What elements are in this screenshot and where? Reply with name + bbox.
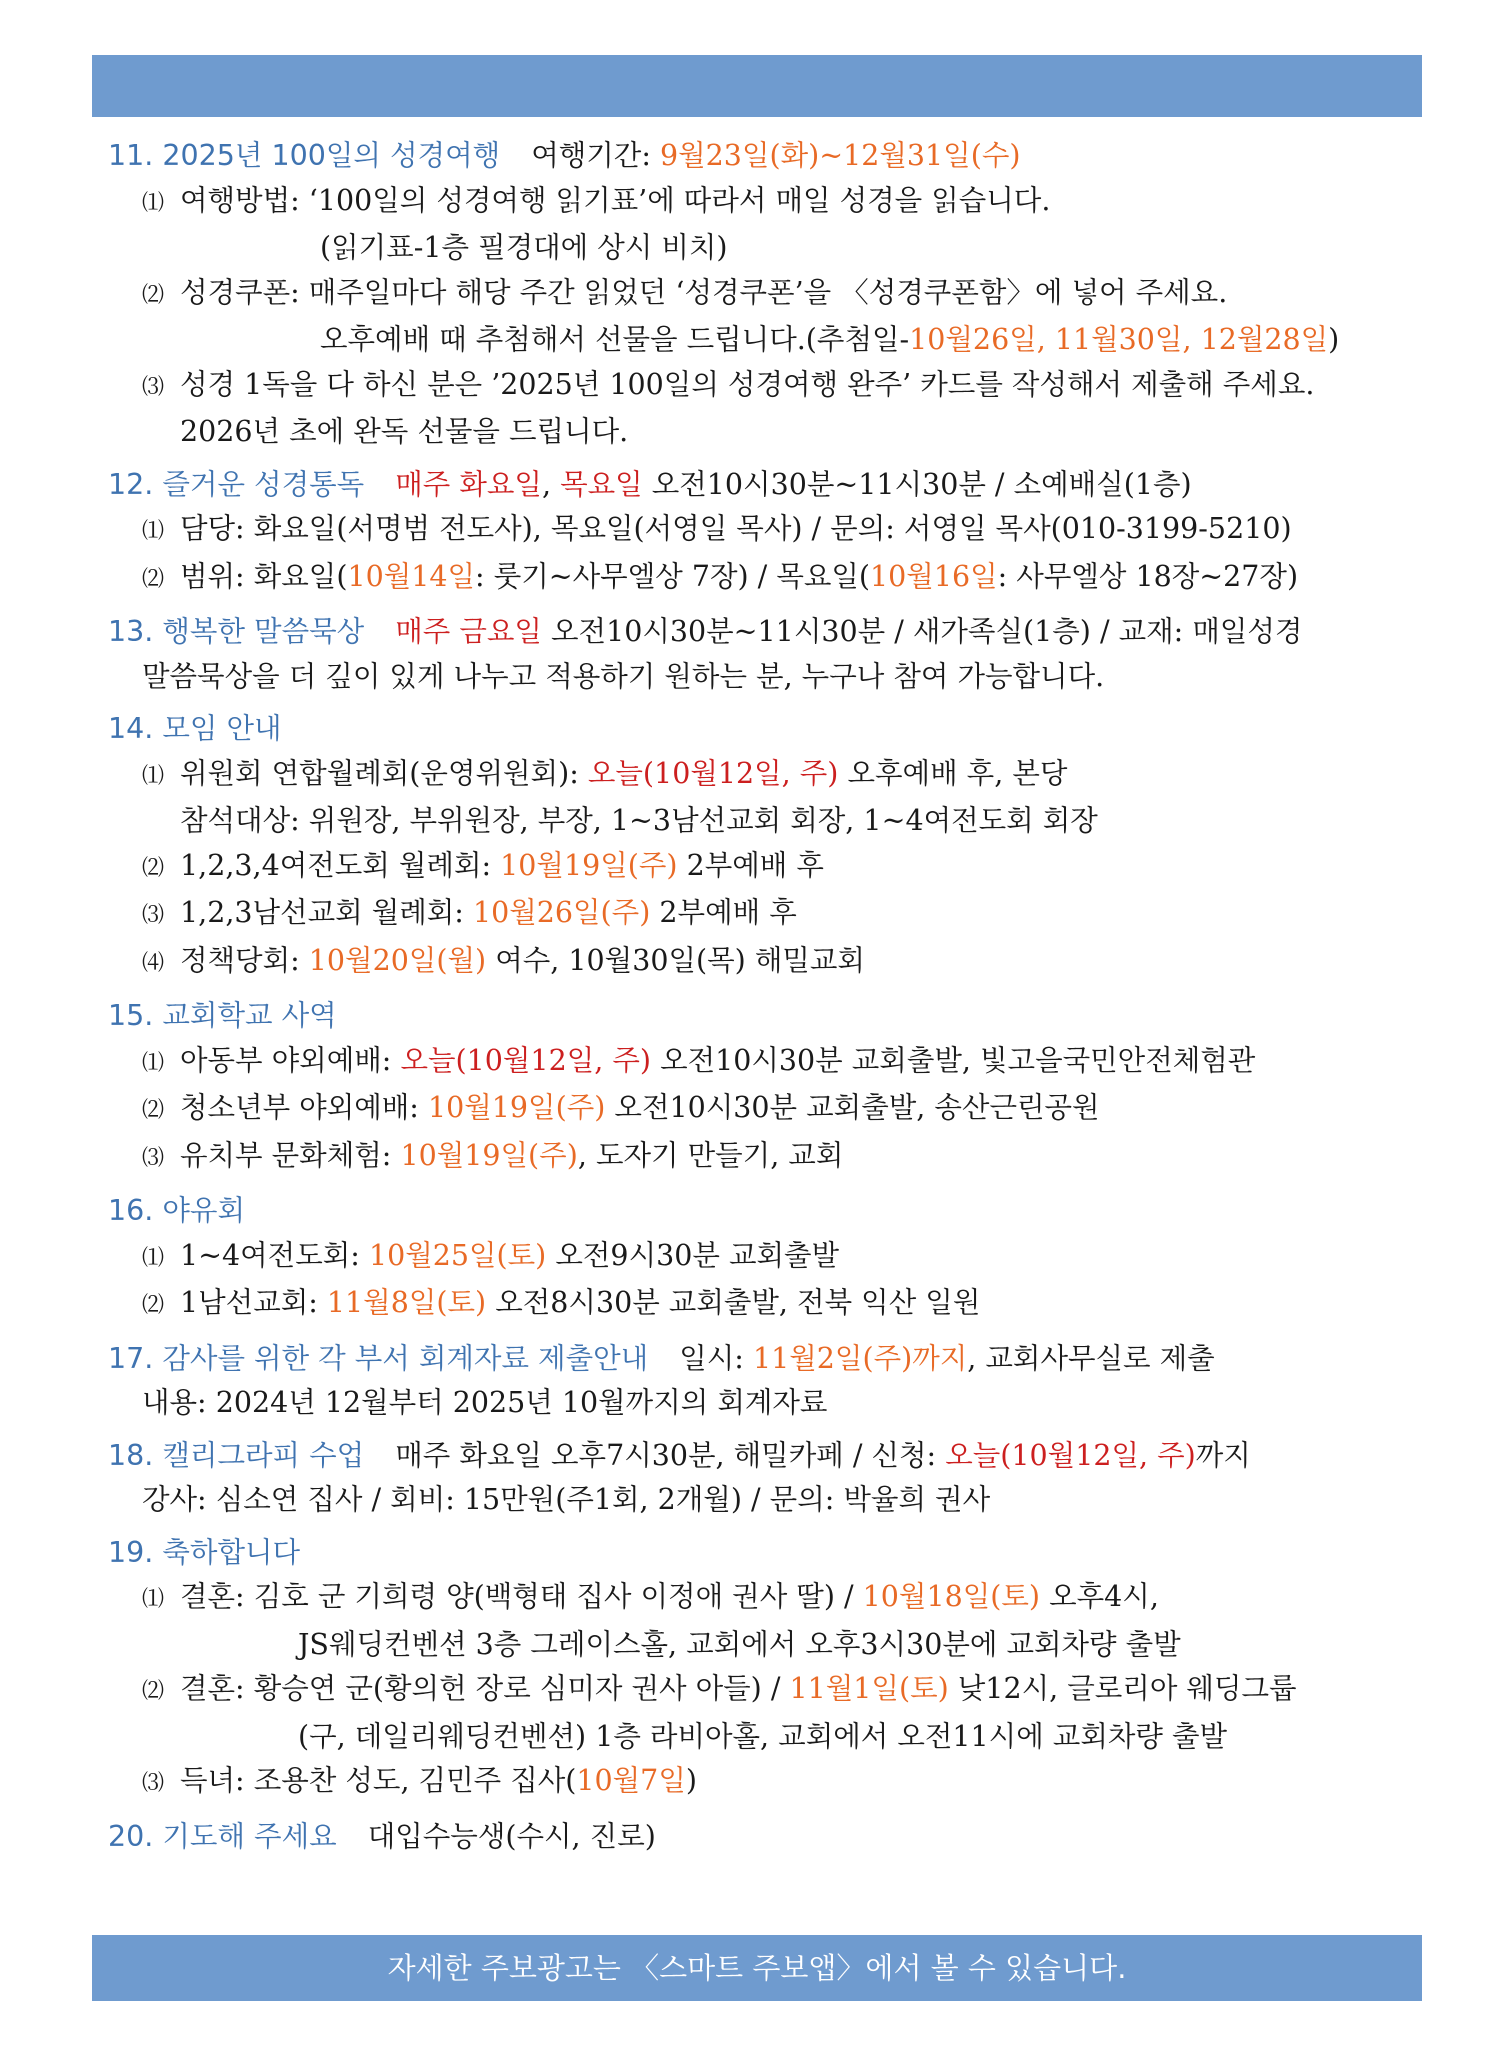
item-text: 결혼: 황승연 군(황의헌 장로 심미자 권사 아들) / [180, 1672, 781, 1705]
item-number: ⑶ [142, 903, 165, 928]
item-text: 유치부 문화체험: [180, 1138, 392, 1172]
section-bible-reading [108, 463, 1418, 603]
list-item-continued [108, 1715, 1418, 1760]
list-item [108, 363, 1418, 411]
section-picnic [108, 1189, 1418, 1329]
section-title: 12. 즐거운 성경통독 [108, 467, 365, 501]
list-item [108, 844, 1418, 892]
list-item [108, 1086, 1418, 1134]
section-header [108, 1434, 1418, 1479]
section-bible-journey [108, 134, 1418, 455]
highlight-date: 10월20일(월) [308, 943, 487, 977]
item-text: : 사무엘상 18장~27장) [997, 559, 1299, 593]
list-item [108, 1234, 1418, 1282]
section-meditation [108, 610, 1418, 699]
list-item [108, 555, 1418, 603]
section-header [108, 134, 1418, 179]
item-text: , 도자기 만들기, 교회 [577, 1138, 844, 1172]
highlight-date: 10월14일 [347, 559, 476, 593]
list-item [108, 939, 1418, 987]
item-text: (구, 데일리웨딩컨벤션) 1층 라비아홀, 교회에서 오전11시에 교회차량 출발 [298, 1719, 1228, 1753]
list-item-continued [108, 799, 1418, 844]
item-number: ⑴ [142, 190, 165, 216]
highlight-date: 10월25일(토) [368, 1238, 547, 1272]
period-date: 9월23일(화)~12월31일(수) [660, 139, 1021, 172]
item-text: 오전9시30분 교회출발 [555, 1238, 840, 1272]
section-header [108, 1531, 1418, 1576]
item-number: ⑵ [142, 282, 165, 308]
list-item-continued [108, 410, 1418, 455]
section-calligraphy [108, 1434, 1418, 1523]
list-item-continued [108, 1623, 1418, 1668]
item-text: 성경 1독을 다 하신 분은 ’2025년 100일의 성경여행 완주’ 카드를 작성해서 제출해 주세요. [180, 367, 1315, 401]
section-header [108, 610, 1418, 655]
item-number: ⑴ [142, 1050, 165, 1076]
item-text: 2부예배 후 [686, 848, 824, 882]
highlight-date: 10월19일(주) [500, 848, 678, 882]
item-text: 강사: 심소연 집사 / 회비: 15만원(주1회, 2개월) / 문의: 박율희 권사 [142, 1483, 991, 1516]
highlight-date: 10월19일(주) [400, 1138, 578, 1172]
item-label: 일시: [679, 1341, 744, 1375]
item-text: ) [685, 1764, 697, 1797]
section-meetings [108, 707, 1418, 986]
section-church-school [108, 994, 1418, 1181]
highlight-day: 매주 금요일 [395, 615, 542, 648]
highlight-date: 10월19일(주) [427, 1091, 606, 1124]
item-text: 오전10시30분~11시30분 / 소예배실(1층) [651, 467, 1192, 501]
item-number: ⑴ [142, 1245, 165, 1271]
list-item [108, 507, 1418, 555]
item-text: 청소년부 야외예배: [180, 1091, 419, 1124]
item-text: 1~4여전도회: [180, 1238, 360, 1272]
item-text: 2026년 초에 완독 선물을 드립니다. [180, 415, 629, 448]
section-header [108, 1189, 1418, 1234]
item-text: 1,2,3,4여전도회 월례회: [180, 848, 492, 882]
item-text: 오후4시, [1049, 1580, 1159, 1613]
item-text: 득녀: 조용찬 성도, 김민주 집사( [180, 1764, 577, 1797]
section-title: 18. 캘리그라피 수업 [108, 1438, 365, 1472]
section-title: 19. 축하합니다 [108, 1535, 301, 1569]
item-text: 오후예배 후, 본당 [847, 756, 1068, 790]
item-number: ⑴ [142, 763, 165, 789]
item-text: 위원회 연합월례회(운영위원회): [180, 756, 579, 790]
section-title: 14. 모임 안내 [108, 712, 282, 745]
item-text: (읽기표-1층 필경대에 상시 비치) [320, 231, 728, 264]
list-item [108, 1667, 1418, 1715]
item-text: 낮12시, 글로리아 웨딩그룹 [957, 1672, 1297, 1705]
item-text: 여수, 10월30일(목) 해밀교회 [495, 943, 865, 977]
section-header [108, 994, 1418, 1039]
list-item [108, 271, 1418, 319]
item-text: 오전10시30분~11시30분 / 새가족실(1층) / 교재: 매일성경 [551, 615, 1303, 648]
item-number: ⑶ [142, 374, 165, 400]
item-text: 여행방법: ‘100일의 성경여행 읽기표’에 따라서 매일 성경을 읽습니다. [180, 183, 1051, 217]
section-header [108, 463, 1418, 508]
highlight-day: 목요일 [560, 467, 643, 501]
highlight-date: 10월16일 [870, 559, 998, 593]
item-text: 범위: 화요일( [180, 559, 348, 593]
item-number: ⑶ [142, 1145, 165, 1171]
list-item [108, 1281, 1418, 1329]
item-text: : 룻기~사무엘상 7장) / 목요일( [475, 559, 871, 593]
section-title: 11. 2025년 100일의 성경여행 [108, 139, 501, 172]
item-text: 1남선교회: [180, 1286, 318, 1319]
highlight-date: 11월2일(주)까지 [752, 1341, 968, 1375]
item-number: ⑵ [142, 1293, 165, 1318]
highlight-day: 매주 화요일 [395, 467, 542, 501]
item-text: , 교회사무실로 제출 [967, 1341, 1215, 1375]
section-header [108, 1815, 1418, 1860]
list-item-continued [108, 318, 1418, 363]
item-number: ⑴ [142, 1587, 165, 1612]
item-text: 1,2,3남선교회 월례회: [180, 896, 464, 929]
top-banner [92, 55, 1422, 117]
list-item [108, 1134, 1418, 1182]
section-title: 13. 행복한 말씀묵상 [108, 615, 365, 648]
item-text: 말씀묵상을 더 깊이 있게 나누고 적용하기 원하는 분, 누구나 참여 가능합니다. [142, 659, 1105, 693]
item-text: 오후예배 때 추첨해서 선물을 드립니다.(추첨일- [320, 323, 910, 356]
highlight-date: 오늘(10월12일, 주) [400, 1043, 651, 1077]
highlight-date: 10월26일(주) [472, 896, 651, 929]
item-text: 참석대상: 위원장, 부위원장, 부장, 1~3남선교회 회장, 1~4여전도회 회장 [180, 804, 1098, 837]
item-number: ⑴ [142, 519, 165, 544]
section-prayer [108, 1815, 1418, 1860]
list-item [108, 179, 1418, 227]
period-label: 여행기간: [531, 139, 651, 172]
section-header [108, 707, 1418, 752]
section-title: 16. 야유회 [108, 1194, 245, 1227]
item-text: 매주 화요일 오후7시30분, 해밀카페 / 신청: [395, 1438, 937, 1472]
item-number: ⑵ [142, 1679, 165, 1704]
item-text: 성경쿠폰: 매주일마다 해당 주간 읽었던 ‘성경쿠폰’을 〈성경쿠폰함〉에 넣어 주세요. [180, 275, 1228, 309]
item-text: ) [1328, 323, 1340, 356]
item-text: 아동부 야외예배: [180, 1043, 392, 1077]
highlight-date: 10월18일(토) [862, 1580, 1041, 1613]
highlight-date: 11월1일(토) [789, 1672, 949, 1705]
list-item [108, 1759, 1418, 1807]
item-text: 대입수능생(수시, 진로) [367, 1819, 656, 1853]
section-header [108, 1337, 1418, 1382]
item-text: JS웨딩컨벤션 3층 그레이스홀, 교회에서 오후3시30분에 교회차량 출발 [298, 1627, 1181, 1661]
item-text: 오전10시30분 교회출발, 빛고을국민안전체험관 [660, 1043, 1256, 1077]
section-accounting [108, 1337, 1418, 1426]
item-number: ⑵ [142, 566, 165, 592]
item-text: 결혼: 김호 군 기희령 양(백형태 집사 이정애 권사 딸) / [180, 1580, 854, 1613]
list-item [108, 1575, 1418, 1623]
list-item [108, 1381, 1418, 1426]
list-item [108, 752, 1418, 800]
list-item-continued [108, 226, 1418, 271]
item-text: 오전10시30분 교회출발, 송산근린공원 [614, 1091, 1100, 1124]
section-title: 20. 기도해 주세요 [108, 1819, 337, 1853]
list-item [108, 891, 1418, 939]
draw-dates: 10월26일, 11월30일, 12월28일 [909, 323, 1329, 356]
separator: , [541, 467, 552, 501]
highlight-date: 오늘(10월12일, 주) [587, 756, 839, 790]
list-item [108, 1478, 1418, 1523]
section-congratulations [108, 1531, 1418, 1807]
announcements [108, 134, 1418, 1867]
item-text: 담당: 화요일(서명범 전도사), 목요일(서영일 목사) / 문의: 서영일 목사(010-3199-5210) [180, 512, 1292, 545]
item-text: 까지 [1195, 1438, 1251, 1472]
footer-banner: 자세한 주보광고는 〈스마트 주보앱〉에서 볼 수 있습니다. [92, 1935, 1422, 2001]
item-text: 오전8시30분 교회출발, 전북 익산 일원 [495, 1286, 981, 1319]
item-text: 2부예배 후 [659, 896, 797, 929]
section-title: 17. 감사를 위한 각 부서 회계자료 제출안내 [108, 1341, 649, 1375]
item-number: ⑵ [142, 1098, 165, 1123]
list-item [108, 1039, 1418, 1087]
highlight-date: 오늘(10월12일, 주) [945, 1438, 1196, 1472]
highlight-date: 11월8일(토) [326, 1286, 487, 1319]
item-text: 내용: 2024년 12월부터 2025년 10월까지의 회계자료 [142, 1386, 828, 1419]
list-item [108, 655, 1418, 700]
section-title: 15. 교회학교 사역 [108, 999, 337, 1032]
item-number: ⑶ [142, 1771, 165, 1796]
item-number: ⑷ [142, 950, 165, 976]
item-number: ⑵ [142, 855, 165, 881]
highlight-date: 10월7일 [576, 1764, 686, 1797]
item-text: 정책당회: [180, 943, 300, 977]
